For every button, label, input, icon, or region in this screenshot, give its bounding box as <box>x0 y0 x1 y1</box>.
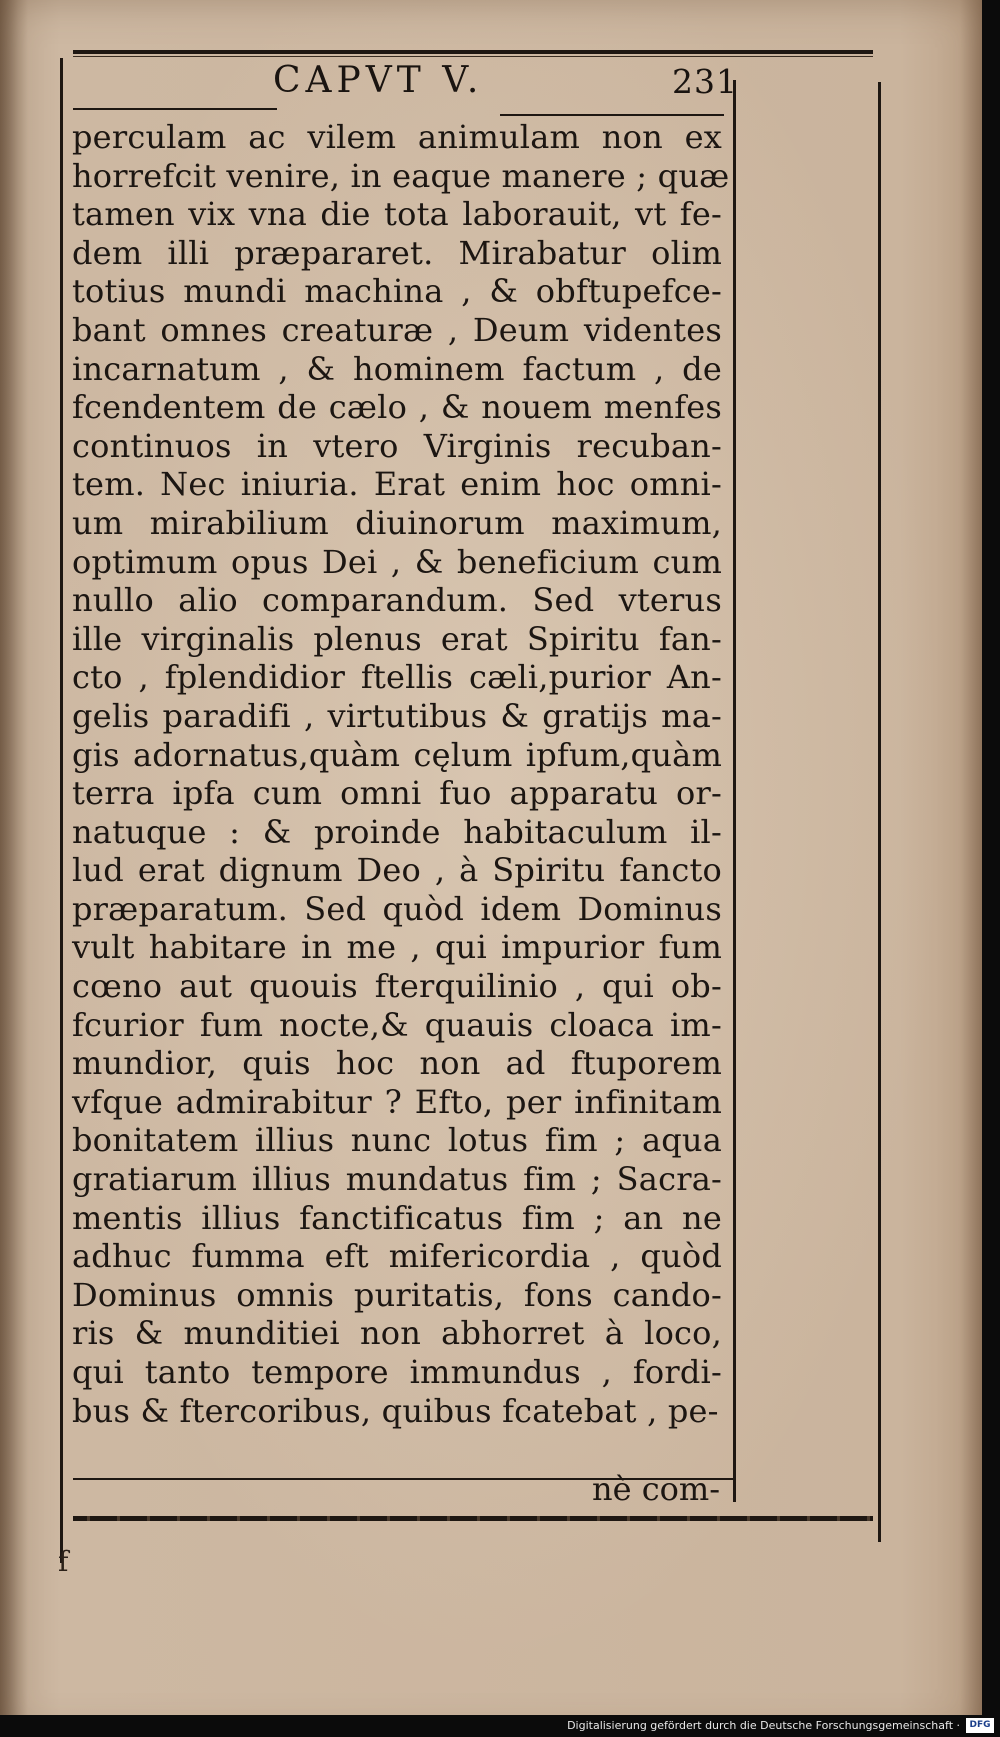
text-line: totius mundi machina , & obftupefce- <box>72 272 722 311</box>
digitization-credit: Digitalisierung gefördert durch die Deutsche Forschungsgemeinschaft · <box>567 1719 960 1732</box>
text-line: lud erat dignum Deo , à Spiritu fancto <box>72 851 722 890</box>
text-line: horrefcit venire, in eaque manere ; quæ <box>72 156 730 195</box>
text-line: bus & ftercoribus, quibus fcatebat , pe- <box>72 1391 719 1430</box>
text-line: incarnatum , & hominem factum , de <box>72 349 722 388</box>
text-line: dem illi præpararet. Mirabatur olim <box>72 233 722 272</box>
text-line: præparatum. Sed quòd idem Dominus <box>72 889 722 928</box>
text-line: vult habitare in me , qui impurior fum <box>72 928 722 967</box>
text-line: mentis illius fanctificatus fim ; an ne <box>72 1198 722 1237</box>
text-line: optimum opus Dei , & beneficium cum <box>72 542 722 581</box>
header-rule-left <box>73 108 277 110</box>
text-line: gis adornatus,quàm cęlum ipfum,quàm <box>72 735 722 774</box>
text-line: adhuc fumma eft mifericordia , quòd <box>72 1237 722 1276</box>
text-line: natuque : & proinde habitaculum il- <box>72 812 722 851</box>
gutter-shadow <box>0 0 28 1737</box>
text-line: Dominus omnis puritatis, fons cando- <box>72 1275 722 1314</box>
text-line: bonitatem illius nunc lotus fim ; aqua <box>72 1121 722 1160</box>
top-rule <box>73 50 873 54</box>
top-rule-inner <box>73 56 873 57</box>
right-frame-rule-outer <box>878 82 881 1542</box>
text-line: tamen vix vna die tota laborauit, vt fe- <box>72 195 722 234</box>
text-line: tem. Nec iniuria. Erat enim hoc omni- <box>72 465 722 504</box>
catchword: nè com- <box>592 1470 721 1508</box>
text-line: perculam ac vilem animulam non ex <box>72 118 722 156</box>
left-frame-rule <box>60 58 63 1563</box>
right-frame-rule-inner <box>733 80 736 1502</box>
text-line: ris & munditiei non abhorret à loco, <box>72 1314 722 1353</box>
text-line: nullo alio comparandum. Sed vterus <box>72 581 722 620</box>
header-rule-right <box>500 114 724 116</box>
text-line: bant omnes creaturæ , Deum videntes <box>72 310 722 349</box>
text-line: continuos in vtero Virginis recuban- <box>72 426 722 465</box>
text-line: fcurior fum nocte,& quauis cloaca im- <box>72 1005 722 1044</box>
bottom-ornament-rule <box>73 1516 873 1521</box>
text-line: cto , fplendidior ftellis cæli,purior An- <box>72 658 722 697</box>
chapter-title: CAPVT V. <box>273 60 484 101</box>
text-line: mundior, quis hoc non ad ftuporem <box>72 1044 722 1083</box>
page-number: 231 <box>672 62 738 101</box>
text-line: qui tanto tempore immundus , fordi- <box>72 1353 722 1391</box>
text-line: terra ipfa cum omni fuo apparatu or- <box>72 774 722 813</box>
margin-mark: f <box>58 1545 69 1578</box>
text-line: ille virginalis plenus erat Spiritu fan- <box>72 619 722 658</box>
running-header <box>73 58 738 108</box>
text-line: fcendentem de cælo , & nouem menfes <box>72 388 722 427</box>
body-text <box>72 118 730 1430</box>
text-line: gelis paradifi , virtutibus & gratijs ma- <box>72 696 722 735</box>
text-line: um mirabilium diuinorum maximum, <box>72 503 722 542</box>
dfg-logo: DFG <box>966 1718 994 1733</box>
text-line: gratiarum illius mundatus fim ; Sacra- <box>72 1160 722 1199</box>
text-line: vfque admirabitur ? Efto, per infinitam <box>72 1082 722 1121</box>
text-line: cœno aut quouis fterquilinio , qui ob- <box>72 967 722 1006</box>
